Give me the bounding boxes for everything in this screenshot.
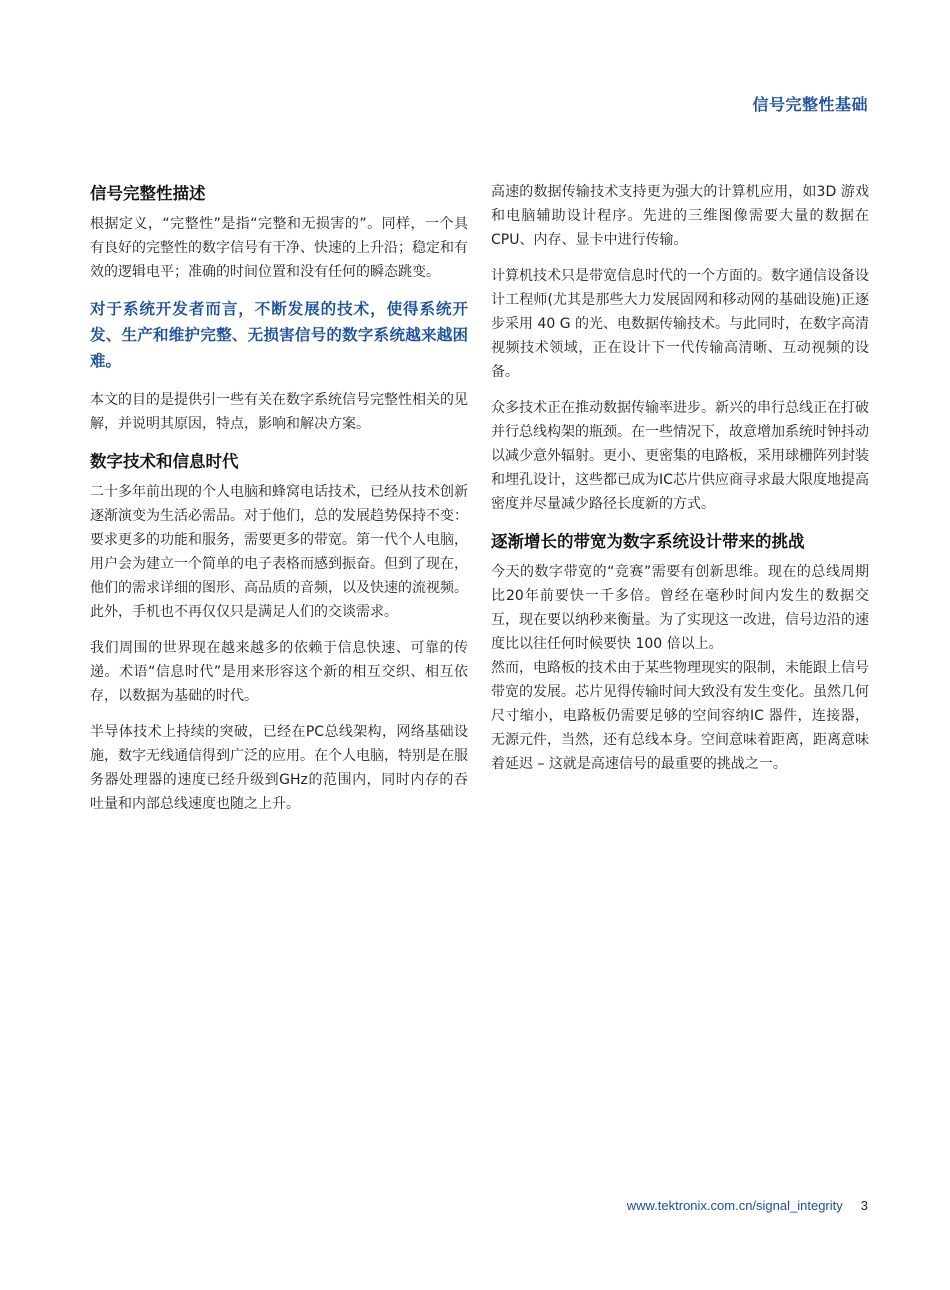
paragraph-info-age: 我们周围的世界现在越来越多的依赖于信息快速、可靠的传递。术语“信息时代”是用来形容这个新的相互交织、相互依存，以数据为基础的时代。 [90, 640, 468, 704]
footer-url-link[interactable]: www.tektronix.com.cn/signal_integrity [626, 1198, 843, 1213]
paragraph-high-speed-transfer: 高速的数据传输技术支持更为强大的计算机应用，如3D 游戏和电脑辅助设计程序。先进的三维图像需要大量的数据在 CPU、内存、显卡中进行传输。 [491, 184, 869, 248]
running-header-title: 信号完整性基础 [752, 95, 868, 114]
page-footer [627, 1198, 868, 1213]
paragraph-definition: 根据定义，“完整性”是指“完整和无损害的”。同样，一个具有良好的完整性的数字信号有干净、快速的上升沿；稳定和有效的逻辑电平；准确的时间位置和没有任何的瞬态跳变。 [90, 216, 468, 280]
paragraph-bandwidth-race: 今天的数字带宽的“竞赛”需要有创新思维。现在的总线周期比20年前要快一千多倍。曾经在毫秒时间内发生的数据交互，现在要以纳秒来衡量。为了实现这一改进，信号边沿的速度比以往任何时候要快 100 倍以上。 [491, 564, 869, 652]
paragraph-bandwidth-age: 计算机技术只是带宽信息时代的一个方面的。数字通信设备设计工程师(尤其是那些大力发展固网和移动网的基础设施)正逐步采用 40 G 的光、电数据传输技术。与此同时，在数字高清视频技术领域，正在设计下一代传输高清晰、互动视频的设备。 [491, 268, 870, 380]
section-heading-digital-tech-info-age: 数字技术和信息时代 [90, 452, 239, 471]
paragraph-semiconductor: 半导体技术上持续的突破，已经在PC总线架构，网络基础设施，数字无线通信得到广泛的应用。在个人电脑，特别是在服务器处理器的速度已经升级到GHz的范围内，同时内存的吞吐量和内部总线速度也随之上升。 [90, 724, 468, 812]
paragraph-purpose: 本文的目的是提供引一些有关在数字系统信号完整性相关的见解，并说明其原因，特点，影响和解决方案。 [90, 392, 468, 432]
paragraph-board-limits: 然而，电路板的技术由于某些物理现实的限制，未能跟上信号带宽的发展。芯片见得传输时间大致没有发生变化。虽然几何尺寸缩小，电路板仍需要足够的空间容纳IC 器件，连接器，无源元件，当然，还有总线本身。空间意味着距离，距离意味着延迟 – 这就是高速信号的最重要的挑战之一。 [491, 660, 869, 772]
section-heading-bandwidth-challenges: 逐渐增长的带宽为数字系统设计带来的挑战 [491, 532, 805, 551]
left-column [90, 180, 468, 828]
right-column [491, 180, 869, 788]
paragraph-data-rate-progress: 众多技术正在推动数据传输率进步。新兴的串行总线正在打破并行总线构架的瓶颈。在一些情况下，故意增加系统时钟抖动以减少意外辐射。更小、更密集的电路板，采用球栅阵列封装和埋孔设计，这些都已成为IC芯片供应商寻求最大限度地提高密度并尽量减少路径长度新的方式。 [491, 400, 869, 512]
page-number: 3 [860, 1198, 868, 1213]
section-heading-signal-integrity-description: 信号完整性描述 [90, 184, 206, 203]
paragraph-pc-phone: 二十多年前出现的个人电脑和蜂窝电话技术，已经从技术创新逐渐演变为生活必需品。对于他们，总的发展趋势保持不变：要求更多的功能和服务，需要更多的带宽。第一代个人电脑，用户会为建立一个简单的电子表格而感到振奋。但到了现在，他们的需求详细的图形、高品质的音频，以及快速的流视频。此外，手机也不再仅仅只是满足人们的交谈需求。 [90, 484, 468, 620]
highlight-pull-quote: 对于系统开发者而言，不断发展的技术，使得系统开发、生产和维护完整、无损害信号的数字系统越来越困难。 [90, 300, 468, 370]
